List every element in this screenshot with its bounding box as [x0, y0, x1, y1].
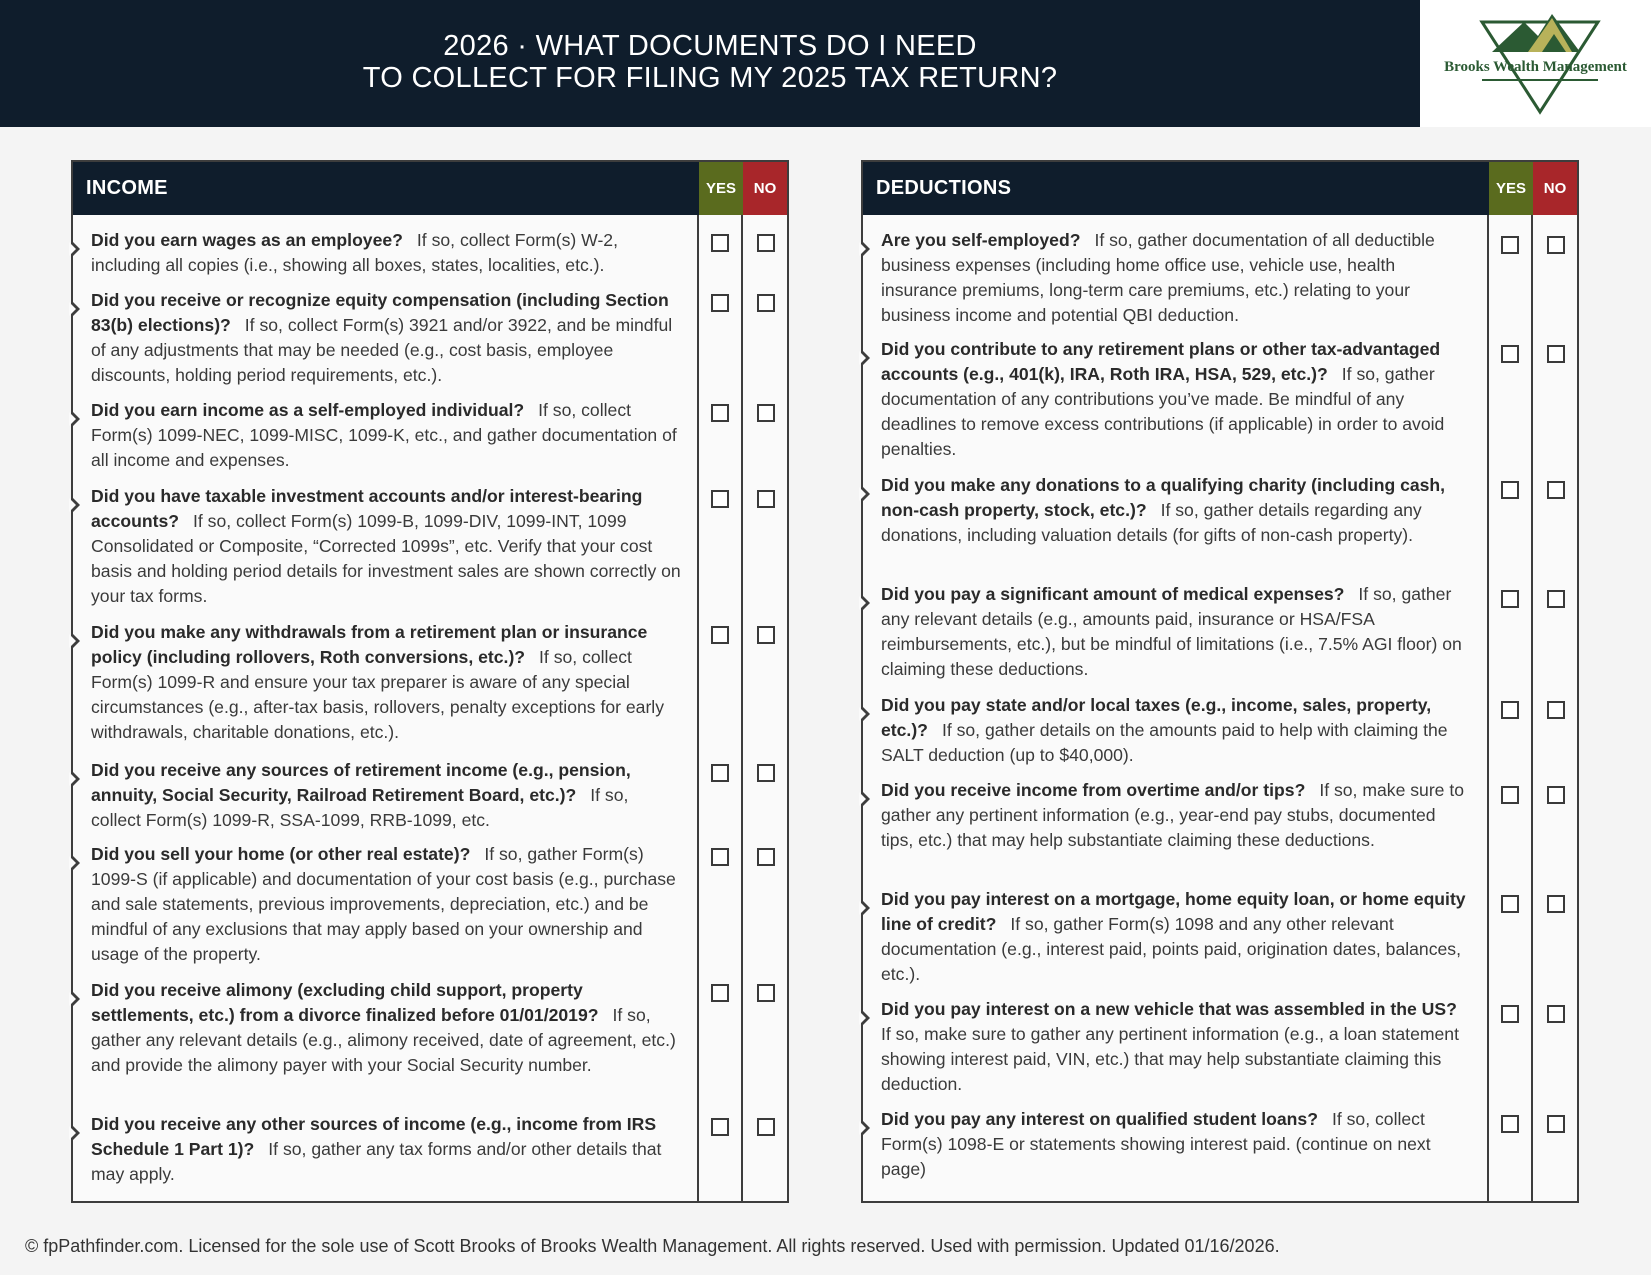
title-line-1: 2026 · WHAT DOCUMENTS DO I NEED — [443, 30, 977, 62]
chevron-right-icon — [71, 854, 80, 872]
deduction-self-employed-yes-checkbox[interactable] — [1501, 236, 1519, 254]
income-home-sale-no-checkbox[interactable] — [757, 848, 775, 866]
item-answer: If so, collect Form(s) W-2, including all copies (i.e., showing all boxes, states, localities, etc.). — [91, 230, 618, 275]
chevron-right-icon — [71, 770, 80, 788]
income-wages-no-checkbox[interactable] — [757, 234, 775, 252]
item-answer: If so, gather any relevant details (e.g., amounts paid, insurance or HSA/FSA reimbursements, etc.), but be mindful of limitations (i.e., 7.5% AGI floor) on claiming these deductions. — [881, 584, 1462, 679]
income-equity-no-checkbox[interactable] — [757, 294, 775, 312]
deduction-vehicle-no-checkbox[interactable] — [1547, 1005, 1565, 1023]
item-question: Did you pay a significant amount of medical expenses? — [881, 584, 1345, 604]
item-answer: If so, gather any tax forms and/or other details that may apply. — [91, 1139, 662, 1184]
column-divider — [741, 215, 743, 1201]
income-investments-no-checkbox[interactable] — [757, 490, 775, 508]
brand-logo — [1420, 0, 1651, 127]
income-self-employed-no-checkbox[interactable] — [757, 404, 775, 422]
income-wages-yes-checkbox[interactable] — [711, 234, 729, 252]
deductions-yes-header: YES — [1489, 162, 1533, 215]
item-answer: If so, gather documentation of any contributions you’ve made. Be mindful of any deadlines to remove excess contributions (if applicable) in order to avoid penalties. — [881, 364, 1445, 459]
item-question: Did you make any donations to a qualifying charity (including cash, non-cash property, stock, etc.)? — [881, 475, 1446, 520]
chevron-right-icon — [861, 485, 870, 503]
income-panel — [71, 160, 789, 1203]
deduction-retirement-yes-checkbox[interactable] — [1501, 345, 1519, 363]
income-equity-yes-checkbox[interactable] — [711, 294, 729, 312]
income-withdrawals-yes-checkbox[interactable] — [711, 626, 729, 644]
item-answer: If so, gather Form(s) 1098 and any other relevant documentation (e.g., interest paid, points paid, origination dates, balances, etc.). — [881, 914, 1461, 984]
item-question: Did you receive alimony (excluding child support, property settlements, etc.) from a divorce finalized before 01/01/2019? — [91, 980, 599, 1025]
column-divider — [1487, 215, 1489, 1201]
item-answer: If so, gather details regarding any donations, including valuation details (for gifts of non-cash property). — [881, 500, 1422, 545]
item-question: Did you make any withdrawals from a retirement plan or insurance policy (including rollovers, Roth conversions, etc.)? — [91, 622, 648, 667]
chevron-right-icon — [71, 410, 80, 428]
income-investments-yes-checkbox[interactable] — [711, 490, 729, 508]
item-answer: If so, make sure to gather any pertinent information (e.g., a loan statement showing interest paid, VIN, etc.) that may help substantiate claiming this deduction. — [881, 1024, 1459, 1094]
chevron-right-icon — [71, 632, 80, 650]
item-question: Did you earn wages as an employee? — [91, 230, 403, 250]
income-alimony-no-checkbox[interactable] — [757, 984, 775, 1002]
deduction-self-employed-no-checkbox[interactable] — [1547, 236, 1565, 254]
deduction-medical-no-checkbox[interactable] — [1547, 590, 1565, 608]
item-question: Did you earn income as a self-employed individual? — [91, 400, 525, 420]
item-answer: If so, collect Form(s) 1099-R and ensure your tax preparer is aware of any special circumstances (e.g., after-tax basis, rollovers, penalty exceptions for early withdrawals, charitable donations, etc.). — [91, 647, 665, 742]
item-answer: If so, gather documentation of all deductible business expenses (including home office use, vehicle use, health insurance premiums, long-term care premiums, etc.) relating to your business income and potential QBI deduction. — [881, 230, 1435, 325]
chevron-right-icon — [71, 990, 80, 1008]
item-question: Did you pay state and/or local taxes (e.g., income, sales, property, etc.)? — [881, 695, 1432, 740]
column-divider — [1531, 215, 1533, 1201]
chevron-right-icon — [71, 496, 80, 514]
page-header — [0, 0, 1420, 127]
chevron-right-icon — [861, 1119, 870, 1137]
item-answer: If so, gather any relevant details (e.g., alimony received, date of agreement, etc.) and provide the alimony payer with your Social Security number. — [91, 1005, 676, 1075]
deduction-overtime-yes-checkbox[interactable] — [1501, 786, 1519, 804]
item-answer: If so, make sure to gather any pertinent information (e.g., year-end pay stubs, documented tips, etc.) that may help substantiate claiming these deductions. — [881, 780, 1465, 850]
chevron-right-icon — [861, 594, 870, 612]
item-answer: If so, collect Form(s) 3921 and/or 3922, and be mindful of any adjustments that may be needed (e.g., cost basis, employee discounts, holding period requirements, etc.). — [91, 315, 673, 385]
deductions-title: DEDUCTIONS — [876, 177, 1012, 199]
income-withdrawals-no-checkbox[interactable] — [757, 626, 775, 644]
deductions-panel — [861, 160, 1579, 1203]
item-answer: If so, collect Form(s) 1099-NEC, 1099-MISC, 1099-K, etc., and gather documentation of all income and expenses. — [91, 400, 677, 470]
chevron-right-icon — [861, 1009, 870, 1027]
item-question: Did you have taxable investment accounts and/or interest-bearing accounts? — [91, 486, 643, 531]
title-line-2: TO COLLECT FOR FILING MY 2025 TAX RETURN? — [362, 62, 1058, 94]
chevron-right-icon — [861, 790, 870, 808]
deduction-retirement-no-checkbox[interactable] — [1547, 345, 1565, 363]
income-title: INCOME — [86, 177, 168, 199]
item-answer: If so, collect Form(s) 1099-R, SSA-1099, RRB-1099, etc. — [91, 785, 629, 830]
item-question: Did you pay interest on a mortgage, home equity loan, or home equity line of credit? — [881, 889, 1466, 934]
income-other-no-checkbox[interactable] — [757, 1118, 775, 1136]
item-question: Did you receive any other sources of income (e.g., income from IRS Schedule 1 Part 1)? — [91, 1114, 657, 1159]
item-answer: If so, collect Form(s) 1098-E or statements showing interest paid. (continue on next page) — [881, 1109, 1431, 1179]
item-question: Did you receive income from overtime and/or tips? — [881, 780, 1306, 800]
chevron-right-icon — [861, 899, 870, 917]
item-question: Did you receive any sources of retirement income (e.g., pension, annuity, Social Security, Railroad Retirement Board, etc.)? — [91, 760, 631, 805]
income-other-yes-checkbox[interactable] — [711, 1118, 729, 1136]
deduction-student-loans-yes-checkbox[interactable] — [1501, 1115, 1519, 1133]
deductions-header — [863, 162, 1577, 215]
deduction-vehicle-yes-checkbox[interactable] — [1501, 1005, 1519, 1023]
logo-wordmark: Brooks Wealth Management — [1444, 59, 1627, 75]
item-question: Did you pay interest on a new vehicle that was assembled in the US? — [881, 999, 1457, 1019]
item-question: Are you self-employed? — [881, 230, 1081, 250]
item-question: Did you sell your home (or other real estate)? — [91, 844, 471, 864]
deduction-charity-yes-checkbox[interactable] — [1501, 481, 1519, 499]
item-answer: If so, gather details on the amounts paid to help with claiming the SALT deduction (up to $40,000). — [881, 720, 1448, 765]
chevron-right-icon — [71, 300, 80, 318]
deductions-no-header: NO — [1533, 162, 1577, 215]
chevron-right-icon — [861, 705, 870, 723]
item-question: Did you contribute to any retirement plans or other tax-advantaged accounts (e.g., 401(k), IRA, Roth IRA, HSA, 529, etc.)? — [881, 339, 1441, 384]
deduction-salt-no-checkbox[interactable] — [1547, 701, 1565, 719]
income-no-header: NO — [743, 162, 787, 215]
chevron-right-icon — [861, 349, 870, 367]
chevron-right-icon — [71, 240, 80, 258]
deduction-medical-yes-checkbox[interactable] — [1501, 590, 1519, 608]
chevron-right-icon — [861, 240, 870, 258]
deduction-mortgage-no-checkbox[interactable] — [1547, 895, 1565, 913]
deduction-mortgage-yes-checkbox[interactable] — [1501, 895, 1519, 913]
column-divider — [697, 215, 699, 1201]
copyright-footer: © fpPathfinder.com. Licensed for the sole use of Scott Brooks of Brooks Wealth Management. All rights reserved. Used with permission. Updated 01/16/2026. — [25, 1236, 1280, 1256]
deduction-salt-yes-checkbox[interactable] — [1501, 701, 1519, 719]
income-retirement-yes-checkbox[interactable] — [711, 764, 729, 782]
item-answer: If so, collect Form(s) 1099-B, 1099-DIV, 1099-INT, 1099 Consolidated or Composite, “Corrected 1099s”, etc. Verify that your cost basis and holding period details for investment sales are shown correctly on your tax forms. — [91, 511, 681, 606]
chevron-right-icon — [71, 1124, 80, 1142]
income-retirement-no-checkbox[interactable] — [757, 764, 775, 782]
item-answer: If so, gather Form(s) 1099-S (if applicable) and documentation of your cost basis (e.g., purchase and sale statements, previous improvements, depreciation, etc.) and be mindful of any exclusions that may apply based on your ownership and usage of the property. — [91, 844, 676, 964]
deduction-overtime-no-checkbox[interactable] — [1547, 786, 1565, 804]
deduction-charity-no-checkbox[interactable] — [1547, 481, 1565, 499]
page-title — [0, 30, 1420, 94]
income-self-employed-yes-checkbox[interactable] — [711, 404, 729, 422]
deduction-student-loans-no-checkbox[interactable] — [1547, 1115, 1565, 1133]
item-question: Did you pay any interest on qualified student loans? — [881, 1109, 1318, 1129]
income-yes-header: YES — [699, 162, 743, 215]
item-question: Did you receive or recognize equity compensation (including Section 83(b) elections)? — [91, 290, 669, 335]
income-alimony-yes-checkbox[interactable] — [711, 984, 729, 1002]
income-header — [73, 162, 787, 215]
income-home-sale-yes-checkbox[interactable] — [711, 848, 729, 866]
